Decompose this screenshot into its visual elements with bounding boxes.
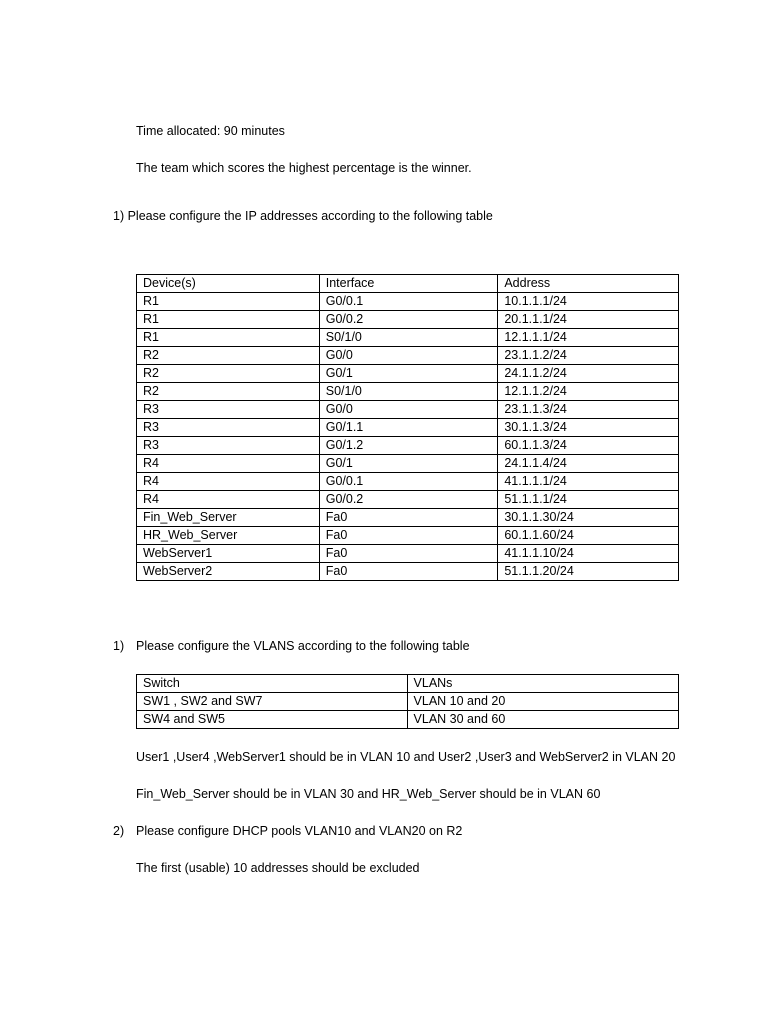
interface-cell: S0/1/0 <box>319 383 498 401</box>
interface-cell: G0/1.1 <box>319 419 498 437</box>
address-cell: 20.1.1.1/24 <box>498 311 679 329</box>
device-cell: R3 <box>137 401 320 419</box>
switch-cell: SW1 , SW2 and SW7 <box>137 693 408 711</box>
address-cell: 23.1.1.2/24 <box>498 347 679 365</box>
table-row <box>137 711 679 729</box>
address-cell: 12.1.1.1/24 <box>498 329 679 347</box>
vlan-table <box>136 674 679 729</box>
interface-cell: G0/0.1 <box>319 293 498 311</box>
device-cell: R2 <box>137 383 320 401</box>
address-cell: 51.1.1.20/24 <box>498 563 679 581</box>
vlan-user-note: User1 ,User4 ,WebServer1 should be in VLAN 10 and User2 ,User3 and WebServer2 in VLAN 20 <box>136 750 676 764</box>
table-row <box>137 563 679 581</box>
device-cell: R1 <box>137 311 320 329</box>
address-cell: 12.1.1.2/24 <box>498 383 679 401</box>
device-cell: R2 <box>137 365 320 383</box>
table-row <box>137 437 679 455</box>
device-cell: WebServer1 <box>137 545 320 563</box>
device-cell: R3 <box>137 437 320 455</box>
interface-cell: Fa0 <box>319 563 498 581</box>
interface-cell: G0/0.2 <box>319 311 498 329</box>
device-cell: R1 <box>137 329 320 347</box>
address-cell: 51.1.1.1/24 <box>498 491 679 509</box>
table-row <box>137 545 679 563</box>
vlans-cell: VLAN 10 and 20 <box>407 693 678 711</box>
table-row <box>137 401 679 419</box>
device-cell: R4 <box>137 455 320 473</box>
ip-section-heading: 1) Please configure the IP addresses according to the following table <box>113 209 493 223</box>
interface-cell: G0/0 <box>319 401 498 419</box>
table-row <box>137 329 679 347</box>
device-cell: R3 <box>137 419 320 437</box>
device-cell: Fin_Web_Server <box>137 509 320 527</box>
interface-cell: Fa0 <box>319 545 498 563</box>
address-cell: 41.1.1.1/24 <box>498 473 679 491</box>
address-cell: 60.1.1.3/24 <box>498 437 679 455</box>
vlans-cell: VLAN 30 and 60 <box>407 711 678 729</box>
interface-cell: Fa0 <box>319 509 498 527</box>
interface-cell: G0/1 <box>319 365 498 383</box>
vlan-section-number: 1) <box>113 639 125 653</box>
interface-cell: G0/0.2 <box>319 491 498 509</box>
dhcp-exclusion-note: The first (usable) 10 addresses should be excluded <box>136 861 420 875</box>
header-address: Address <box>498 275 679 293</box>
header-vlans: VLANs <box>407 675 678 693</box>
interface-cell: G0/1 <box>319 455 498 473</box>
switch-cell: SW4 and SW5 <box>137 711 408 729</box>
winner-rule-text: The team which scores the highest percentage is the winner. <box>136 161 472 175</box>
interface-cell: Fa0 <box>319 527 498 545</box>
device-cell: R1 <box>137 293 320 311</box>
header-switch: Switch <box>137 675 408 693</box>
device-cell: R4 <box>137 491 320 509</box>
table-row <box>137 293 679 311</box>
ip-address-table <box>136 274 679 581</box>
dhcp-section-number: 2) <box>113 824 125 838</box>
table-row <box>137 455 679 473</box>
address-cell: 30.1.1.30/24 <box>498 509 679 527</box>
table-row <box>137 491 679 509</box>
table-row <box>137 383 679 401</box>
table-row <box>137 509 679 527</box>
table-row <box>137 527 679 545</box>
table-row <box>137 311 679 329</box>
vlan-section-heading: Please configure the VLANS according to the following table <box>136 639 470 653</box>
device-cell: R4 <box>137 473 320 491</box>
device-cell: WebServer2 <box>137 563 320 581</box>
dhcp-section-heading: Please configure DHCP pools VLAN10 and VLAN20 on R2 <box>136 824 463 838</box>
table-row <box>137 365 679 383</box>
header-device: Device(s) <box>137 275 320 293</box>
header-interface: Interface <box>319 275 498 293</box>
address-cell: 24.1.1.4/24 <box>498 455 679 473</box>
address-cell: 60.1.1.60/24 <box>498 527 679 545</box>
address-cell: 41.1.1.10/24 <box>498 545 679 563</box>
interface-cell: S0/1/0 <box>319 329 498 347</box>
address-cell: 23.1.1.3/24 <box>498 401 679 419</box>
table-row <box>137 693 679 711</box>
address-cell: 24.1.1.2/24 <box>498 365 679 383</box>
table-row <box>137 473 679 491</box>
address-cell: 10.1.1.1/24 <box>498 293 679 311</box>
table-row <box>137 419 679 437</box>
time-allocated-text: Time allocated: 90 minutes <box>136 124 285 138</box>
table-header-row <box>137 275 679 293</box>
interface-cell: G0/0.1 <box>319 473 498 491</box>
device-cell: HR_Web_Server <box>137 527 320 545</box>
address-cell: 30.1.1.3/24 <box>498 419 679 437</box>
interface-cell: G0/1.2 <box>319 437 498 455</box>
vlan-server-note: Fin_Web_Server should be in VLAN 30 and HR_Web_Server should be in VLAN 60 <box>136 787 601 801</box>
table-header-row <box>137 675 679 693</box>
device-cell: R2 <box>137 347 320 365</box>
interface-cell: G0/0 <box>319 347 498 365</box>
table-row <box>137 347 679 365</box>
